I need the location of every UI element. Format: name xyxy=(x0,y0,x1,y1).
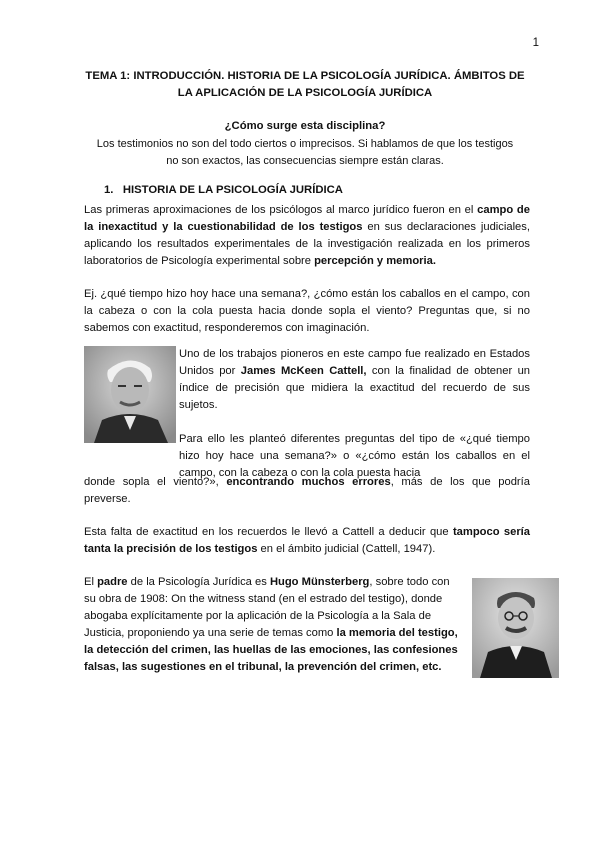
p6-text-c: de la Psicología Jurídica es xyxy=(127,576,270,588)
munsterberg-portrait-image xyxy=(472,578,559,678)
section-heading xyxy=(104,184,343,196)
page-number: 1 xyxy=(532,37,539,49)
section-number: 1. xyxy=(104,184,114,196)
paragraph-example: Ej. ¿qué tiempo hizo hoy hace una semana?, ¿cómo están los caballos en el campo, con la cabeza o con la cola puesta hacia donde sopla el viento? Preguntas que, si no sabemos con exactitud, responderemos con imaginación. xyxy=(84,288,530,334)
p4-text-d: , más de los que podría preverse. xyxy=(84,476,530,505)
p1-bold-d: percepción y memoria. xyxy=(314,255,436,267)
document-title: TEMA 1: INTRODUCCIÓN. HISTORIA DE LA PSICOLOGÍA JURÍDICA. ÁMBITOS DE LA APLICACIÓN DE LA PSICOLOGÍA JURÍDICA xyxy=(85,70,525,99)
p6-text-e: , sobre todo con su obra de 1908: On the witness stand (en el estrado del testigo), donde abogaba explícitamente por la aplicación de la Psicología a la Sala de Justicia, proponiendo ya una serie de temas como xyxy=(84,576,450,639)
p6-text-a: El xyxy=(84,576,98,588)
p3-text-c: con la finalidad de obtener un índice de precisión que midiera la exactitud del recuerdo de sus sujetos. xyxy=(179,365,531,411)
paragraph-cattell-conclusion xyxy=(84,524,530,558)
section-title: HISTORIA DE LA PSICOLOGÍA JURÍDICA xyxy=(122,184,343,196)
paragraph-cattell-method-b xyxy=(84,474,530,508)
intro-paragraph: Los testimonios no son del todo ciertos o imprecisos. Si hablamos de que los testigos no son exactos, las consecuencias siempre están claras. xyxy=(96,138,514,167)
subtitle-question: ¿Cómo surge esta disciplina? xyxy=(224,120,386,132)
p3-text-a: Uno de los trabajos pioneros en este campo fue realizado en Estados Unidos por xyxy=(179,348,530,377)
p1-text-a: Las primeras aproximaciones de los psicólogos al marco jurídico fueron en el xyxy=(84,204,478,216)
p6-bold-b: padre xyxy=(97,576,128,588)
paragraph-munsterberg xyxy=(84,574,462,676)
paragraph-cattell-intro xyxy=(179,346,530,414)
p6-bold-d: Hugo Münsterberg xyxy=(269,576,370,588)
p1-text-c: en sus declaraciones judiciales, aplicando los resultados experimentales de la investigación realizada en los primeros laboratorios de Psicología experimental sobre xyxy=(84,221,530,267)
p6-bold-f: la memoria del testigo, la detección del crimen, las huellas de las emociones, las confesiones falsas, las sugestiones en el tribunal, la prevención del crimen, etc. xyxy=(84,627,458,673)
p1-bold-b: campo de la inexactitud y la cuestionabilidad de los testigos xyxy=(84,204,530,233)
p4-text-a: Para ello les planteó diferentes preguntas del tipo de «¿qué tiempo hizo hoy hace una semana?» o «¿cómo están los caballos en el campo, con la cabeza o con la cola puesta hacia xyxy=(179,433,530,479)
p3-bold-b: James McKeen Cattell, xyxy=(240,365,367,377)
p5-text-c: en el ámbito judicial (Cattell, 1947). xyxy=(257,543,436,555)
cattell-portrait-image xyxy=(84,346,176,443)
p5-bold-b: tampoco sería tanta la precisión de los testigos xyxy=(84,526,531,555)
p5-text-a: Esta falta de exactitud en los recuerdos le llevó a Cattell a deducir que xyxy=(84,526,453,538)
p4-bold-c: encontrando muchos errores xyxy=(226,476,391,488)
paragraph-first-approaches xyxy=(84,202,530,270)
p4-text-b: donde sopla el viento?», xyxy=(84,476,227,488)
